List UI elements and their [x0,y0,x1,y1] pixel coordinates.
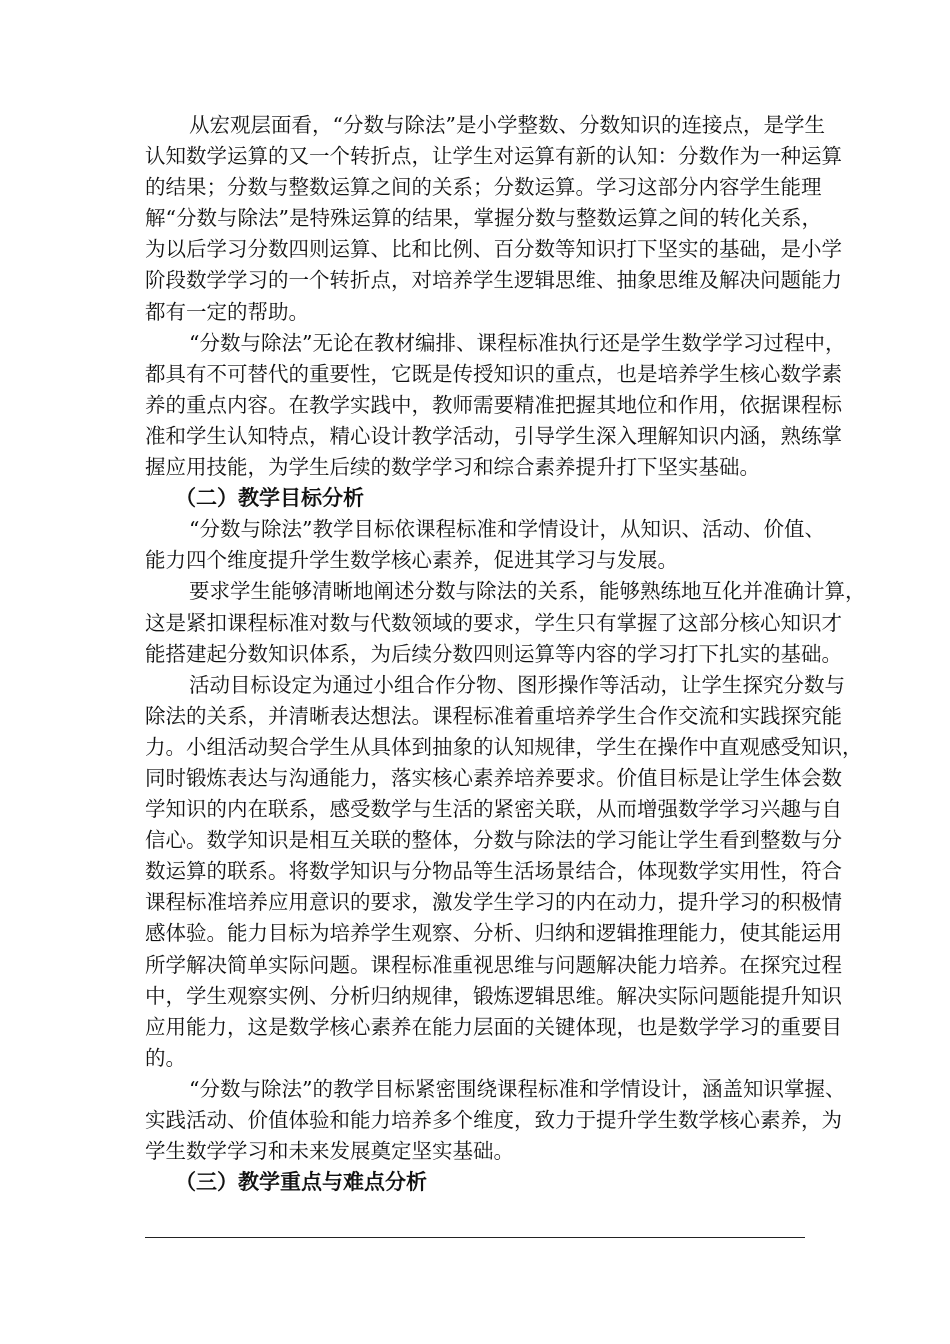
section-heading: （三）教学重点与难点分析 [175,1170,427,1195]
paragraph-line: 都有一定的帮助。 [145,299,309,324]
document-body [145,110,866,1198]
paragraph-line: “分数与除法”的教学目标紧密围绕课程标准和学情设计，涵盖知识掌握、 [189,1076,846,1101]
footer-divider [145,1237,805,1238]
paragraph-line: 学知识的内在联系，感受数学与生活的紧密关联，从而增强数学学习兴趣与自 [145,797,842,822]
paragraph-line: 解“分数与除法”是特殊运算的结果，掌握分数与整数运算之间的转化关系， [145,206,822,231]
paragraph-line: 同时锻炼表达与沟通能力，落实核心素养培养要求。价值目标是让学生体会数 [145,765,842,790]
paragraph-line: 感体验。能力目标为培养学生观察、分析、归纳和逻辑推理能力，使其能运用 [145,921,842,946]
paragraph-line: “分数与除法”教学目标依课程标准和学情设计，从知识、活动、价值、 [189,517,825,542]
paragraph-line: 这是紧扣课程标准对数与代数领域的要求，学生只有掌握了这部分核心知识才 [145,610,842,635]
paragraph-line: 活动目标设定为通过小组合作分物、图形操作等活动，让学生探究分数与 [189,672,845,697]
paragraph [145,328,846,483]
paragraph-line: 的。 [145,1045,186,1070]
paragraph-line: 中，学生观察实例、分析归纳规律，锻炼逻辑思维。解决实际问题能提升知识 [145,983,842,1008]
paragraph-line: 从宏观层面看，“分数与除法”是小学整数、分数知识的连接点，是学生 [189,113,825,137]
paragraph-line: 要求学生能够清晰地阐述分数与除法的关系，能够熟练地互化并准确计算， [189,579,866,604]
paragraph [145,576,866,669]
paragraph-line: 的结果；分数与整数运算之间的关系；分数运算。学习这部分内容学生能理 [145,175,822,200]
paragraph-line: 认知数学运算的又一个转折点，让学生对运算有新的认知：分数作为一种运算 [145,144,842,169]
paragraph-line: 应用能力，这是数学核心素养在能力层面的关键体现，也是数学学习的重要目 [145,1014,842,1039]
paragraph-line: “分数与除法”无论在教材编排、课程标准执行还是学生数学学习过程中， [189,330,846,355]
paragraph [145,110,842,328]
paragraph-line: 能力四个维度提升学生数学核心素养，促进其学习与发展。 [145,548,678,573]
paragraph-line: 养的重点内容。在教学实践中，教师需要精准把握其地位和作用，依据课程标 [145,392,842,417]
paragraph-line: 握应用技能，为学生后续的数学学习和综合素养提升打下坚实基础。 [145,455,760,480]
paragraph-line: 实践活动、价值体验和能力培养多个维度，致力于提升学生数学核心素养，为 [145,1108,842,1132]
paragraph-line: 能搭建起分数知识体系，为后续分数四则运算等内容的学习打下扎实的基础。 [145,641,842,666]
paragraph [145,670,863,1074]
paragraph-line: 为以后学习分数四则运算、比和比例、百分数等知识打下坚实的基础，是小学 [145,237,842,262]
paragraph-line: 课程标准培养应用意识的要求，激发学生学习的内在动力，提升学习的积极情 [145,890,842,915]
paragraph [145,514,825,576]
paragraph-line: 都具有不可替代的重要性，它既是传授知识的重点，也是培养学生核心数学素 [145,361,842,386]
paragraph-line: 所学解决简单实际问题。课程标准重视思维与问题解决能力培养。在探究过程 [145,952,842,977]
section-heading: （二）教学目标分析 [175,486,364,511]
paragraph-line: 学生数学学习和未来发展奠定坚实基础。 [145,1139,514,1164]
paragraph-line: 数运算的联系。将数学知识与分物品等生活场景结合，体现数学实用性，符合 [145,859,842,884]
paragraph-line: 阶段数学学习的一个转折点，对培养学生逻辑思维、抽象思维及解决问题能力 [145,268,842,293]
paragraph-line: 力。小组活动契合学生从具体到抽象的认知规律，学生在操作中直观感受知识， [145,734,863,759]
paragraph [145,1074,846,1167]
paragraph-line: 准和学生认知特点，精心设计教学活动，引导学生深入理解知识内涵，熟练掌 [145,423,842,448]
paragraph-line: 信心。数学知识是相互关联的整体，分数与除法的学习能让学生看到整数与分 [145,828,842,853]
paragraph-line: 除法的关系，并清晰表达想法。课程标准着重培养学生合作交流和实践探究能 [145,703,842,728]
